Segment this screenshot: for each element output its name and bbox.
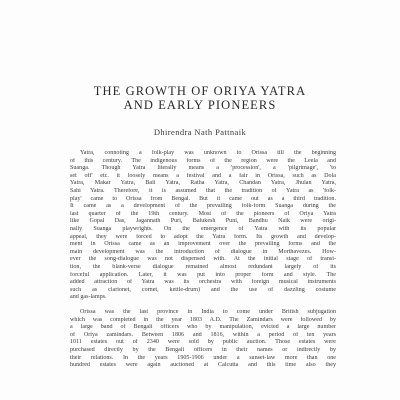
text-line: and gas-lamps.	[70, 294, 107, 301]
paragraph-spacer	[70, 302, 336, 309]
text-line: purchased directly by the Bengali officers in their names or indirectly by	[70, 347, 336, 354]
text-line: hundred estates were again auctioned at Calcutta and this time also they	[70, 362, 336, 369]
text-line: which was completed in the year 1803 A.D. The Zamindars were followed by	[70, 316, 336, 323]
text-line: ment in Orissa came as an improvement over the prevailing forms and the	[70, 241, 336, 248]
text-line: last quarter of the 19th century. Most of the pioneers of Oriya Yatra	[70, 210, 336, 217]
text-line: such as clarionet, cornet, kettle-drum) and the use of dazzling costume	[70, 286, 336, 293]
text-line: a large band of Bengali officers who by manipulation, evicted a large number	[70, 324, 336, 331]
text-line: Sahi Yatra. Therefore, it is assumed that the tradition of Yatra as 'folk-	[70, 187, 336, 194]
text-line: of this century. The indigenous forms of the region were the Leela and	[70, 157, 336, 164]
text-line: Yatra, connoting a folk-play was unknown to Orissa till the beginning	[80, 150, 336, 156]
text-line: forceful application. Later, it was put into proper form and style. The	[70, 271, 336, 278]
text-line: 1011 estates out of 2340 were sold by public auction. Those estates were	[70, 339, 336, 346]
paragraph	[70, 309, 336, 370]
text-line: ever the song-dialogue was not dispensed with. At the initial stage of transi-	[70, 256, 336, 263]
text-line: Orissa was the last province in India to come under British subjugation	[80, 309, 336, 316]
text-line: of Oriya zamindars. Between 1806 and 1816, within a period of ten years	[70, 331, 336, 338]
text-line: It came as a development of the prevailing folk-form Suanga during the	[70, 203, 336, 210]
text-line: Suanga. Though Yatra literally means a 'procession', a 'pilgrimage', 'to	[70, 165, 336, 172]
text-line: their relations. In the years 1905-1906 under a sunset-law more than one	[70, 354, 336, 361]
text-line: Yatra, Makar Yatra, Bali Yatra, Ratha Yatra, Chandan Yatra, Jhulan Yatra,	[70, 180, 336, 187]
text-line: play' came to Orissa from Bengal. But it came out as a third tradition.	[70, 195, 336, 202]
text-line: appeal, they were forced to adopt the Yatra form. Its growth and develop-	[70, 233, 336, 240]
text-line: nally Suanga playwrights. On the emergence of Yatra with its popular	[70, 225, 336, 232]
article-title-line-1: THE GROWTH OF ORIYA YATRA	[93, 84, 307, 98]
text-line: like Gopal Das, Jagannath Puri, Balukesh Puni, Bandhu Naik were origi-	[70, 218, 336, 225]
article-body	[70, 150, 336, 370]
article-title-line-2: AND EARLY PIONEERS	[123, 98, 277, 112]
article-author: Dhirendra Nath Pattnaik	[153, 127, 247, 137]
text-line: tion, the blank-verse dialogue remained almost redundant largely of its	[70, 263, 336, 270]
text-line: set off' etc. it loosely means a festival and a fair in Orissa, such as Dola	[70, 172, 336, 179]
text-line: main development was the introduction of dialogue in Morthavezes. How-	[70, 248, 336, 255]
text-line: added attraction of Yatra was its orchestra with foreign musical instruments	[70, 279, 336, 286]
paragraph	[70, 150, 336, 302]
